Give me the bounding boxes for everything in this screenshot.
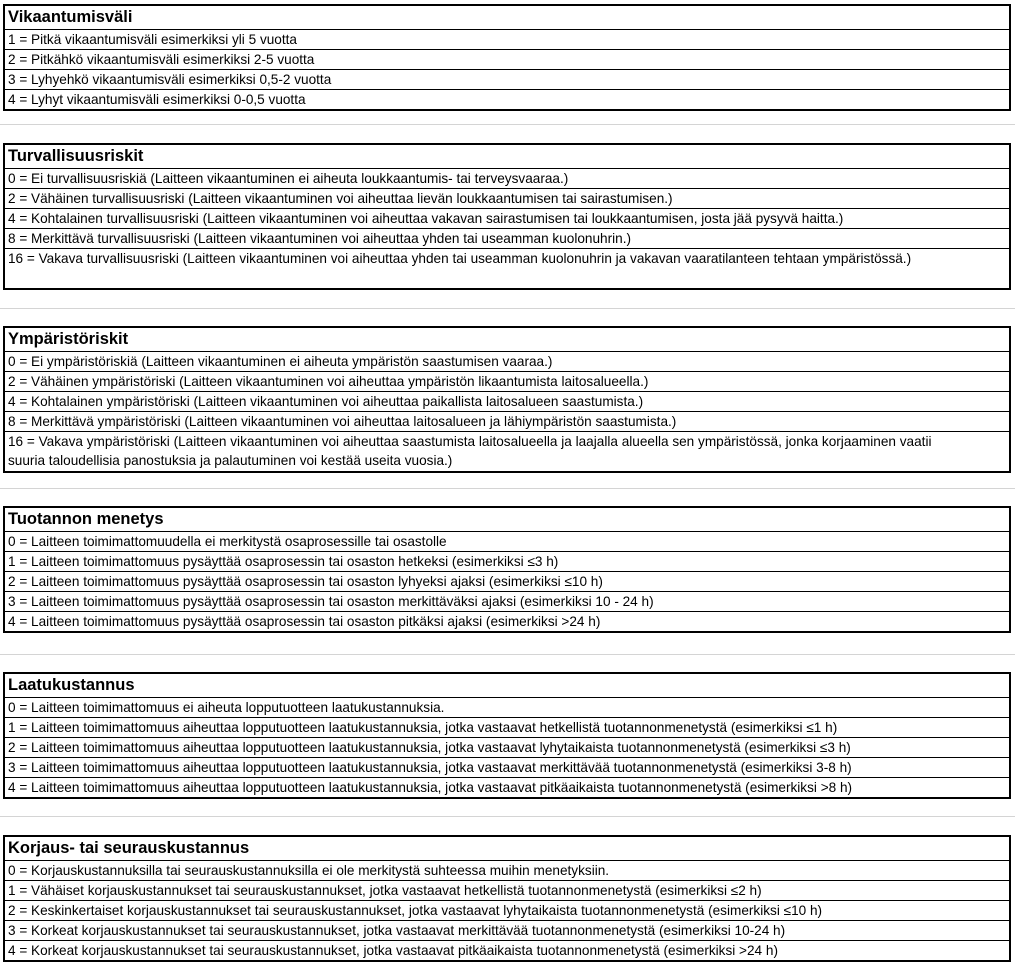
table-row[interactable]: 4 = Kohtalainen turvallisuusriski (Laitteen vikaantuminen voi aiheuttaa vakavan sairastumisen tai loukkaantumisen, josta jää pysyvä haitta.) — [5, 208, 1009, 228]
table-row[interactable]: 2 = Vähäinen turvallisuusriski (Laitteen vikaantuminen voi aiheuttaa lievän loukkaantumisen tai sairastumisen.) — [5, 188, 1009, 208]
section-title[interactable]: Laatukustannus — [8, 676, 135, 694]
table-row[interactable]: 4 = Korkeat korjauskustannukset tai seurauskustannukset, jotka vastaavat pitkäaikaista tuotannonmenetystä (esimerkiksi >24 h) — [5, 940, 1009, 960]
table-row[interactable]: 3 = Lyhyehkö vikaantumisväli esimerkiksi 0,5-2 vuotta — [5, 69, 1009, 89]
table-row[interactable]: 8 = Merkittävä ympäristöriski (Laitteen vikaantuminen voi aiheuttaa laitosalueen ja lähiympäristön saastumista.) — [5, 411, 1009, 431]
table-row[interactable]: 0 = Laitteen toimimattomuus ei aiheuta lopputuotteen laatukustannuksia. — [5, 697, 1009, 717]
section-title[interactable]: Ympäristöriskit — [8, 330, 129, 348]
section-vikaantumisvali — [3, 4, 1011, 111]
table-row[interactable]: 3 = Korkeat korjauskustannukset tai seurauskustannukset, jotka vastaavat merkittävää tuotannonmenetystä (esimerkiksi 10-24 h) — [5, 920, 1009, 940]
section-title[interactable]: Vikaantumisväli — [8, 8, 133, 26]
table-row[interactable]: 4 = Kohtalainen ympäristöriski (Laitteen vikaantuminen voi aiheuttaa paikallista laitosalueen saastumista.) — [5, 391, 1009, 411]
table-row[interactable]: 2 = Pitkähkö vikaantumisväli esimerkiksi 2-5 vuotta — [5, 49, 1009, 69]
section-korjaus-tai-seurauskustannus — [3, 835, 1011, 962]
section-ymparistoriskit — [3, 326, 1011, 473]
section-title[interactable]: Korjaus- tai seurauskustannus — [8, 839, 250, 857]
section-title[interactable]: Tuotannon menetys — [8, 510, 164, 528]
table-row[interactable]: 2 = Laitteen toimimattomuus pysäyttää osaprosessin tai osaston lyhyeksi ajaksi (esimerkiksi ≤10 h) — [5, 571, 1009, 591]
table-row[interactable]: 1 = Vähäiset korjauskustannukset tai seurauskustannukset, jotka vastaavat hetkellistä tuotannonmenetystä (esimerkiksi ≤2 h) — [5, 880, 1009, 900]
table-row[interactable]: 3 = Laitteen toimimattomuus pysäyttää osaprosessin tai osaston merkittäväksi ajaksi (esimerkiksi 10 - 24 h) — [5, 591, 1009, 611]
section-laatukustannus — [3, 672, 1011, 799]
table-row[interactable]: 16 = Vakava turvallisuusriski (Laitteen vikaantuminen voi aiheuttaa yhden tai useamman kuolonuhrin ja vakavan vaaratilanteen tehtaan ympäristössä.) — [5, 248, 1009, 288]
table-row[interactable]: 4 = Lyhyt vikaantumisväli esimerkiksi 0-0,5 vuotta — [5, 89, 1009, 109]
table-row[interactable]: 2 = Vähäinen ympäristöriski (Laitteen vikaantuminen voi aiheuttaa ympäristön likaantumista laitosalueella.) — [5, 371, 1009, 391]
table-row[interactable]: 4 = Laitteen toimimattomuus pysäyttää osaprosessin tai osaston pitkäksi ajaksi (esimerkiksi >24 h) — [5, 611, 1009, 631]
table-row[interactable]: 1 = Laitteen toimimattomuus pysäyttää osaprosessin tai osaston hetkeksi (esimerkiksi ≤3 h) — [5, 551, 1009, 571]
section-title[interactable]: Turvallisuusriskit — [8, 147, 144, 165]
table-row[interactable]: 16 = Vakava ympäristöriski (Laitteen vikaantuminen voi aiheuttaa saastumista laitosalueella ja laajalla alueella sen ympäristössä, jonka korjaaminen vaatii suuria taloudellisia panostuksia ja palautuminen voi kestää useita vuosia.) — [5, 431, 1009, 471]
table-row[interactable]: 0 = Korjauskustannuksilla tai seurauskustannuksilla ei ole merkitystä suhteessa muihin menetyksiin. — [5, 860, 1009, 880]
section-turvallisuusriskit — [3, 143, 1011, 290]
table-row[interactable]: 0 = Ei ympäristöriskiä (Laitteen vikaantuminen ei aiheuta ympäristön saastumisen vaaraa.) — [5, 351, 1009, 371]
gridline — [0, 816, 1015, 817]
gridline — [0, 308, 1015, 309]
gridline — [0, 654, 1015, 655]
table-row[interactable]: 2 = Laitteen toimimattomuus aiheuttaa lopputuotteen laatukustannuksia, jotka vastaavat lyhytaikaista tuotannonmenetystä (esimerkiksi ≤3 h) — [5, 737, 1009, 757]
gridline — [0, 124, 1015, 125]
table-row[interactable]: 1 = Pitkä vikaantumisväli esimerkiksi yli 5 vuotta — [5, 29, 1009, 49]
table-row[interactable]: 0 = Laitteen toimimattomuudella ei merkitystä osaprosessille tai osastolle — [5, 531, 1009, 551]
section-tuotannon-menetys — [3, 506, 1011, 633]
gridline — [0, 488, 1015, 489]
table-row[interactable]: 1 = Laitteen toimimattomuus aiheuttaa lopputuotteen laatukustannuksia, jotka vastaavat hetkellistä tuotannonmenetystä (esimerkiksi ≤1 h) — [5, 717, 1009, 737]
table-row[interactable]: 0 = Ei turvallisuusriskiä (Laitteen vikaantuminen ei aiheuta loukkaantumis- tai terveysvaaraa.) — [5, 168, 1009, 188]
table-row[interactable]: 2 = Keskinkertaiset korjauskustannukset tai seurauskustannukset, jotka vastaavat lyhytaikaista tuotannonmenetystä (esimerkiksi ≤10 h) — [5, 900, 1009, 920]
table-row[interactable]: 8 = Merkittävä turvallisuusriski (Laitteen vikaantuminen voi aiheuttaa yhden tai useamman kuolonuhrin.) — [5, 228, 1009, 248]
table-row[interactable]: 4 = Laitteen toimimattomuus aiheuttaa lopputuotteen laatukustannuksia, jotka vastaavat pitkäaikaista tuotannonmenetystä (esimerkiksi >8 h) — [5, 777, 1009, 797]
table-row[interactable]: 3 = Laitteen toimimattomuus aiheuttaa lopputuotteen laatukustannuksia, jotka vastaavat merkittävää tuotannonmenetystä (esimerkiksi 3-8 h) — [5, 757, 1009, 777]
